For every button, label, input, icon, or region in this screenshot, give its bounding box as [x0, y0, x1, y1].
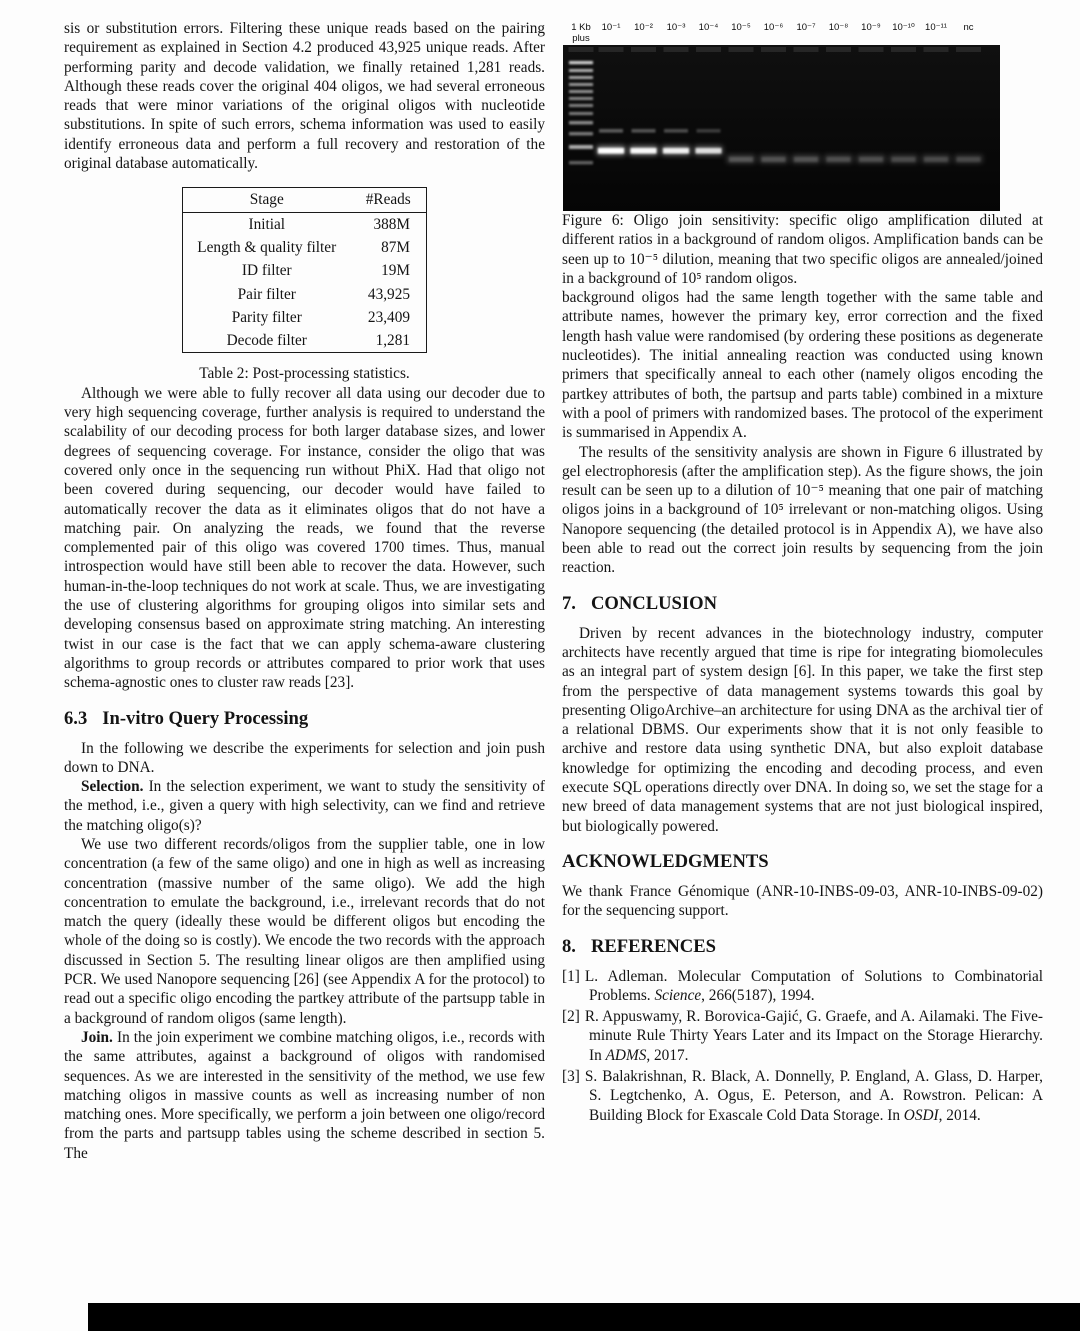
section-heading-8	[562, 936, 1043, 958]
section-title: CONCLUSION	[590, 592, 717, 614]
reference-text: , 266(5187), 1994.	[701, 986, 815, 1004]
paragraph-recovery: sis or substitution errors. Filtering these unique reads based on the pairing requirement as explained in Section 4.2 produced 43,925 unique reads. After performing parity and decode validation, we finally retained 1,281 reads. Although these reads cover the original 404 oligos, we had several erroneous reads that were minor variations of the original oligos with nucleotide substitutions. In spite of such errors, schema information was used to easily identify erroneous data and perform a full recovery and restoration of the original database automatically.	[64, 20, 545, 173]
reference-item	[562, 1007, 1043, 1065]
reference-venue: ADMS	[605, 1046, 647, 1064]
reference-text: , 2017.	[646, 1046, 689, 1064]
stage-cell: ID filter	[241, 262, 292, 280]
reads-cell: 1,281	[375, 332, 410, 350]
gel-lane-label: 10⁻⁷	[796, 22, 816, 33]
references-list	[562, 967, 1043, 1125]
figure-6-caption: Figure 6: Oligo join sensitivity: specific oligo amplification diluted at different ratios in a background of random oligos. Amplification bands can be seen up to 10⁻⁵ dilution, meaning that two specific oligos are annealed/joined in a background of 10⁵ random oligos.	[562, 212, 1043, 287]
section-heading-acknowledgments	[562, 851, 1043, 873]
paragraph-join	[64, 1028, 545, 1163]
section-title: REFERENCES	[590, 935, 716, 957]
gel-lane-label: 10⁻⁶	[763, 22, 784, 33]
gel-lane-label: 10⁻⁴	[698, 22, 719, 33]
reference-text: S. Balakrishnan, R. Black, A. Donnelly, P. England, A. Glass, D. Harper, S. Legtchenko, A. Ogus, E. Peterson, and A. Rowstron. Pelican: A Building Block for Exascale Cold Data Storage. In	[584, 1067, 1043, 1124]
left-column	[64, 19, 545, 1163]
paragraph-sensitivity-results: The results of the sensitivity analysis are shown in Figure 6 illustrated by gel electrophoresis (after the amplification step). As the figure shows, the join result can be seen up to a dilution of 10⁻⁵ meaning that one pair of matching oligos joins in a background of 10⁵ irrelevant or non-matching oligos. Using Nanopore sequencing (the detailed protocol is in Appendix A), we have also been able to read out the correct join results by sequencing from the join reaction.	[562, 443, 1043, 577]
gel-background	[563, 45, 1000, 211]
selection-text: In the selection experiment, we want to study the sensitivity of the method, i.e., given a query with high selectivity, can we find and retrieve the matching oligo(s)?	[64, 778, 545, 834]
paragraph-selection	[64, 777, 545, 835]
section-title: In-vitro Query Processing	[102, 707, 309, 729]
paragraph-intro-query: In the following we describe the experiments for selection and join push down to DNA.	[64, 739, 545, 776]
table-row	[183, 283, 427, 306]
reference-number: [2]	[562, 1008, 580, 1026]
stage-cell: Pair filter	[237, 285, 296, 303]
gel-lane-label: 10⁻⁵	[731, 22, 751, 33]
section-heading-6-3	[64, 708, 545, 730]
stage-cell: Initial	[248, 215, 286, 233]
reference-item	[562, 1067, 1043, 1125]
reads-cell: 87M	[381, 238, 410, 256]
right-column	[562, 19, 1043, 1127]
section-title: ACKNOWLEDGMENTS	[562, 850, 769, 872]
paragraph-background-oligos: background oligos had the same length together with the same table and attribute names, however the primary key, error correction and the fixed length hash value were randomised (by ordering these positions as degenerate nucleotides). The initial annealing reaction was conducted using known primers that specifically anneal to each other (namely oligos encoding the partkey attributes of both, the partsup and parts table) combined in a mixture with a pool of primers with randomized bases. The protocol of the experiment is summarised in Appendix A.	[562, 289, 1043, 442]
gel-lane-label: 10⁻¹¹	[925, 22, 947, 33]
reference-text: R. Appuswamy, R. Borovica-Gajić, G. Graefe, and A. Ailamaki. The Five-minute Rule Thirty Years Later and its Impact on the Storage Hierarchy. In	[584, 1008, 1043, 1064]
stage-cell: Length & quality filter	[197, 238, 337, 256]
join-text: In the join experiment we combine matching oligos, i.e., records with the same attributes, against a background of oligos with randomised sequences. As we are interested in the sensitivity of the method, we use few matching oligos in massive counts as well as increasing number of non matching ones. More specifically, we perform a join between one oligo/record from the parts and partsupp tables using the scheme described in section 5. The	[64, 1028, 546, 1162]
gel-lane-labels	[563, 22, 1001, 45]
join-lead-label: Join.	[81, 1028, 113, 1046]
section-number: 7.	[562, 592, 576, 614]
selection-lead-label: Selection.	[81, 778, 144, 796]
reference-item	[562, 967, 1043, 1006]
table-2-figure	[64, 187, 545, 383]
table-2-caption: Table 2: Post-processing statistics.	[199, 365, 410, 383]
bottom-black-bar	[88, 1303, 1080, 1331]
section-heading-7	[562, 593, 1043, 615]
reference-number: [3]	[562, 1067, 580, 1085]
gel-lane-label: 10⁻³	[666, 22, 686, 33]
stage-cell: Parity filter	[231, 308, 302, 326]
reference-venue: Science	[654, 986, 702, 1004]
reference-venue: OSDI	[903, 1106, 939, 1124]
figure-6	[563, 22, 1001, 211]
table-row	[183, 212, 427, 236]
paragraph-records-oligos: We use two different records/oligos from the supplier table, one in low concentration (a few of the same oligo) and one in high as well as increasing concentration (massive number of the same oligo). We add the high concentration to emulate the background, i.e., irrelevant records that do not match the query (ideally these would be different oligos but encoding the whole of the doing so is costly). We encode the two records with the approach discussed in Section 5. The resulting linear oligos are then amplified using PCR. We used Nanopore sequencing [26] (see Appendix A for the protocol) to read out a specific oligo encoding the partkey attribute of the partsupp table in a background of random oligos (same length).	[64, 835, 545, 1027]
reference-number: [1]	[562, 967, 580, 985]
gel-lane-label: 10⁻¹	[601, 22, 621, 33]
paragraph-conclusion: Driven by recent advances in the biotechnology industry, computer architects have recently argued that time is ripe for integrating biomolecules as an integral part of system design [6]. In this paper, we take the first step from the perspective of data management systems towards this goal by presenting OligoArchive–an architecture for using DNA as the archival tier of a relational DBMS. Our experiments show that it is not only feasible to archive and restore data using synthetic DNA, but also exploit database knowledge for optimizing the encoding and decoding process, and even execute SQL operations directly over DNA. In doing so, we set the stage for a new breed of data management systems that are not just biological inspired, but biologically powered.	[562, 624, 1043, 835]
gel-lane-label: 10⁻⁹	[861, 22, 881, 33]
dna-ladder-lane	[569, 61, 593, 164]
paragraph-acknowledgments: We thank France Génomique (ANR-10-INBS-09-03, ANR-10-INBS-09-02) for the sequencing support.	[562, 882, 1043, 920]
gel-lane-label: 10⁻¹⁰	[892, 22, 915, 33]
reads-cell: 23,409	[367, 308, 410, 326]
table-row	[183, 236, 427, 259]
section-number: 8.	[562, 935, 576, 957]
reads-cell: 19M	[381, 262, 410, 280]
gel-lane-label: 10⁻⁸	[828, 22, 849, 33]
stage-cell: Decode filter	[226, 332, 307, 350]
table-header-row	[183, 188, 427, 212]
reads-cell: 43,925	[367, 285, 410, 303]
section-number: 6.3	[64, 707, 88, 729]
table-header-reads: #Reads	[351, 188, 427, 212]
gel-lane-label-nc: nc	[963, 22, 974, 33]
gel-electrophoresis-image	[563, 45, 1000, 211]
table-header-stage: Stage	[183, 188, 351, 212]
gel-lane-label: 10⁻²	[634, 22, 653, 33]
gel-lane-label-ladder: 1 Kb plus	[571, 22, 591, 44]
reads-cell: 388M	[373, 215, 410, 233]
table-row	[183, 306, 427, 329]
table-row	[183, 259, 427, 282]
reference-text: L. Adleman. Molecular Computation of Solutions to Combinatorial Problems.	[584, 967, 1043, 1004]
reference-text: , 2014.	[938, 1106, 981, 1124]
post-processing-table	[182, 187, 427, 353]
paragraph-scalability: Although we were able to fully recover all data using our decoder due to very high sequencing coverage, further analysis is required to understand the scalability of our decoding process for both larger database sizes, and lower degrees of sequencing coverage. For instance, consider the oligo that was covered only once in the sequencing run without PhiX. Had that oligo not been covered during sequencing, our decoder would have failed to automatically recover the data as it eliminates oligos that do not have a matching pair. On analyzing the reads, we found that the reverse complemented pair of this oligo was covered 1700 times. Thus, manual introspection would have still been able to recover the data. However, such human-in-the-loop techniques do not work at scale. Thus, we are investigating the use of clustering algorithms for grouping oligos into similar sets and developing consensus based on approximate string matching. An interesting twist in our case is the fact that we can apply schema-aware clustering algorithms to group records or attributes compared to prior work that uses schema-agnostic ones to cluster raw reads [23].	[64, 384, 545, 692]
table-row	[183, 329, 427, 353]
